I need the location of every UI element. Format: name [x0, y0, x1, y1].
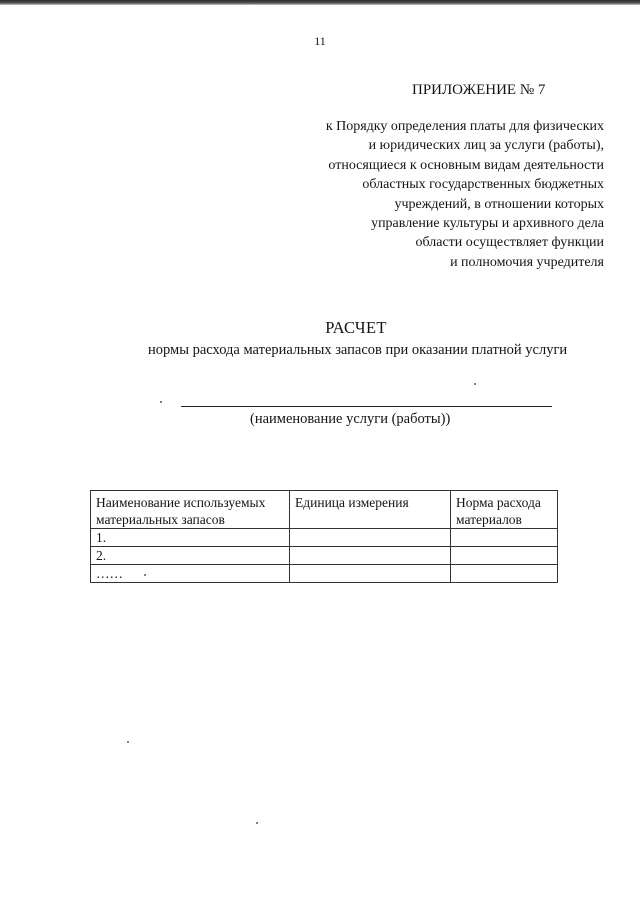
header-consumption-norm: Норма расхода материалов — [451, 491, 558, 529]
table-cell — [290, 547, 451, 565]
scan-speck — [160, 401, 162, 403]
materials-table — [90, 490, 558, 583]
appendix-subtitle-line: учреждений, в отношении которых — [394, 196, 604, 212]
calculation-title: РАСЧЕТ — [325, 318, 387, 337]
appendix-subtitle-line: области осуществляет функции — [415, 235, 604, 251]
appendix-title: ПРИЛОЖЕНИЕ № 7 — [412, 82, 546, 98]
table-cell: …… — [91, 565, 290, 583]
table-row — [91, 529, 558, 547]
scan-top-edge — [0, 0, 640, 5]
appendix-subtitle-line: и юридических лиц за услуги (работы), — [368, 138, 604, 154]
calculation-subtitle: нормы расхода материальных запасов при оказании платной услуги — [148, 342, 568, 358]
table-header-row — [91, 491, 558, 529]
header-material-name: Наименование используемых материальных запасов — [91, 491, 290, 529]
scan-speck — [474, 383, 476, 385]
table-row — [91, 565, 558, 583]
scan-speck — [144, 574, 146, 576]
appendix-subtitle-line: и полномочия учредителя — [450, 254, 604, 270]
appendix-subtitle-line: к Порядку определения платы для физических — [325, 119, 604, 134]
table-row — [91, 547, 558, 565]
table-cell — [451, 529, 558, 547]
appendix-subtitle-line: областных государственных бюджетных — [362, 177, 604, 193]
table-cell: 2. — [91, 547, 290, 565]
table-cell: 1. — [91, 529, 290, 547]
appendix-subtitle — [240, 117, 604, 272]
table-cell — [451, 547, 558, 565]
service-name-blank-line — [181, 406, 552, 407]
table-cell — [290, 565, 451, 583]
appendix-subtitle-line: относящиеся к основным видам деятельности — [328, 157, 604, 173]
page-number: 11 — [314, 34, 326, 48]
appendix-subtitle-line: управление культуры и архивного дела — [371, 216, 604, 232]
scan-speck — [256, 822, 258, 824]
header-unit: Единица измерения — [290, 491, 451, 529]
table-cell — [290, 529, 451, 547]
scan-speck — [127, 741, 129, 743]
table-cell — [451, 565, 558, 583]
service-name-caption: (наименование услуги (работы)) — [250, 411, 451, 427]
